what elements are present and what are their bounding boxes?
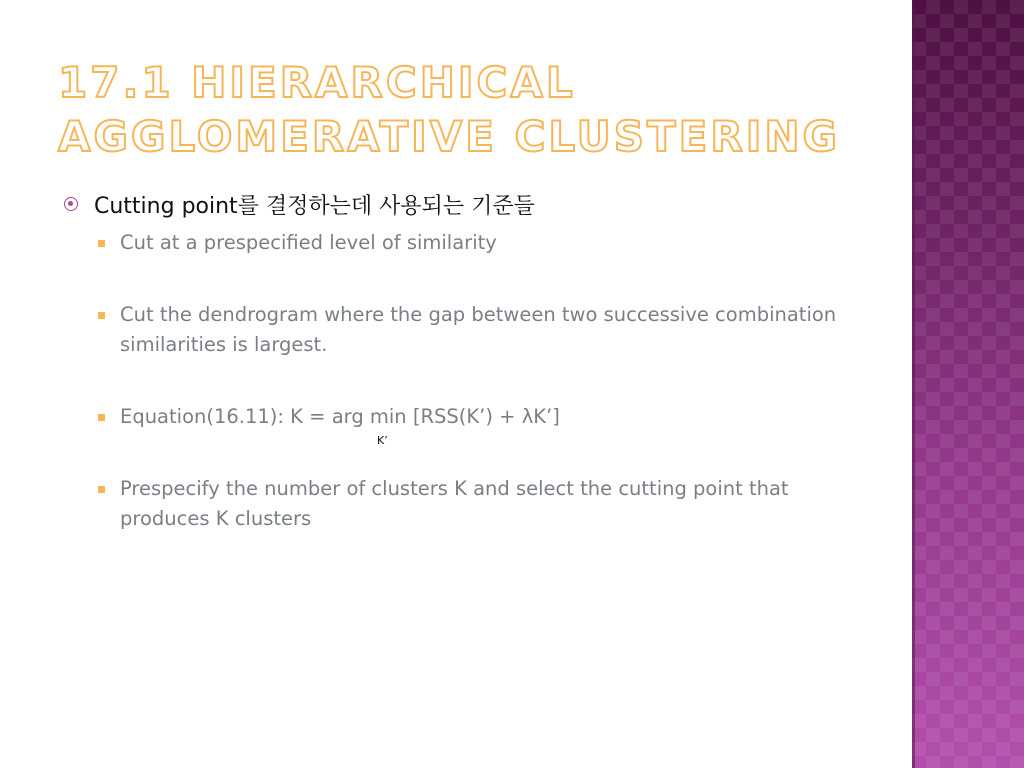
bullet-list (62, 188, 862, 534)
square-bullet-icon (98, 240, 105, 247)
square-bullet-icon (98, 312, 105, 319)
list-item-text: Cut at a prespecified level of similarity (120, 231, 497, 254)
square-bullet-icon (98, 414, 105, 421)
circle-bullet-icon (64, 197, 78, 211)
list-item (62, 300, 862, 360)
list-item (62, 228, 862, 258)
equation-text: Equation(16.11): K = arg min [RSS(K’) + λK’] (120, 405, 560, 428)
decorative-side-band (912, 0, 1024, 768)
square-bullet-icon (98, 486, 105, 493)
equation-subscript: K’ (377, 434, 388, 447)
title-line-1: 17.1 HIERARCHICAL (58, 58, 576, 107)
level1-text: Cutting point를 결정하는데 사용되는 기준들 (94, 193, 535, 219)
slide-title (58, 56, 898, 164)
list-item (62, 474, 862, 534)
list-item-text: Prespecify the number of clusters K and select the cutting point that produces K clusters (120, 477, 789, 530)
level1-item (62, 188, 862, 220)
list-item-text: Cut the dendrogram where the gap between two successive combination similarities is largest. (120, 303, 837, 356)
title-line-2: AGGLOMERATIVE CLUSTERING (58, 112, 840, 161)
list-item (62, 402, 862, 447)
side-band-edge (912, 0, 915, 768)
